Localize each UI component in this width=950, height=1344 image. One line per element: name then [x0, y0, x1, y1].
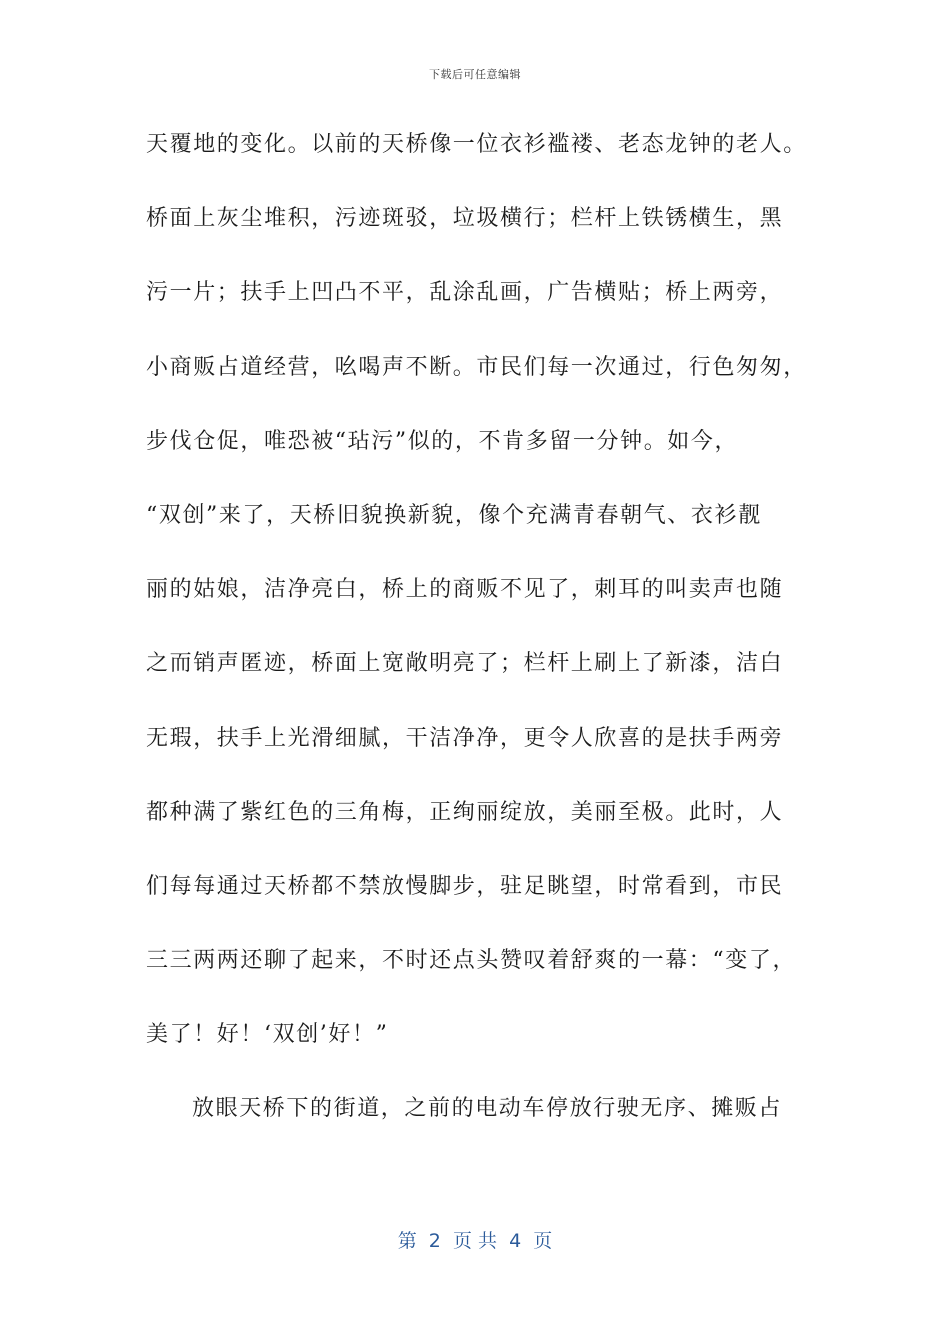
text-line: 美了！好！‘双创’好！” [146, 1022, 389, 1048]
text-line: 丽的姑娘，洁净亮白，桥上的商贩不见了，刺耳的叫卖声也随 [146, 577, 784, 603]
text-line: 天覆地的变化。以前的天桥像一位衣衫褴褛、老态龙钟的老人。 [146, 132, 807, 157]
text-line: 都种满了紫红色的三角梅，正绚丽绽放，美丽至极。此时，人 [146, 799, 784, 825]
text-line: 三三两两还聊了起来，不时还点头赞叹着舒爽的一幕：“变了， [146, 948, 797, 974]
text-line: 们每每通过天桥都不禁放慢脚步，驻足眺望，时常看到，市民 [146, 873, 784, 899]
text-line: 小商贩占道经营，吆喝声不断。市民们每一次通过，行色匆匆， [146, 354, 807, 380]
text-line: 步伐仓促，唯恐被“玷污”似的，不肯多留一分钟。如今， [146, 428, 739, 454]
text-line: 无瑕，扶手上光滑细腻，干洁净净，更令人欣喜的是扶手两旁 [146, 725, 784, 751]
text-line: “双创”来了，天桥旧貌换新貌，像个充满青春朝气、衣衫靓 [146, 502, 762, 528]
text-line: 污一片；扶手上凹凸不平，乱涂乱画，广告横贴；桥上两旁， [146, 280, 784, 306]
text-line: 之而销声匿迹，桥面上宽敞明亮了；栏杆上刷上了新漆，洁白 [146, 651, 784, 677]
page-number-footer: 第 2 页 共 4 页 [397, 1230, 553, 1252]
document-body [146, 124, 846, 1163]
paragraph-start-line: 放眼天桥下的街道，之前的电动车停放行驶无序、摊贩占 [192, 1096, 783, 1122]
page-header: 下载后可任意编辑 [429, 68, 521, 81]
text-line: 桥面上灰尘堆积，污迹斑驳，垃圾横行；栏杆上铁锈横生，黑 [146, 206, 784, 232]
